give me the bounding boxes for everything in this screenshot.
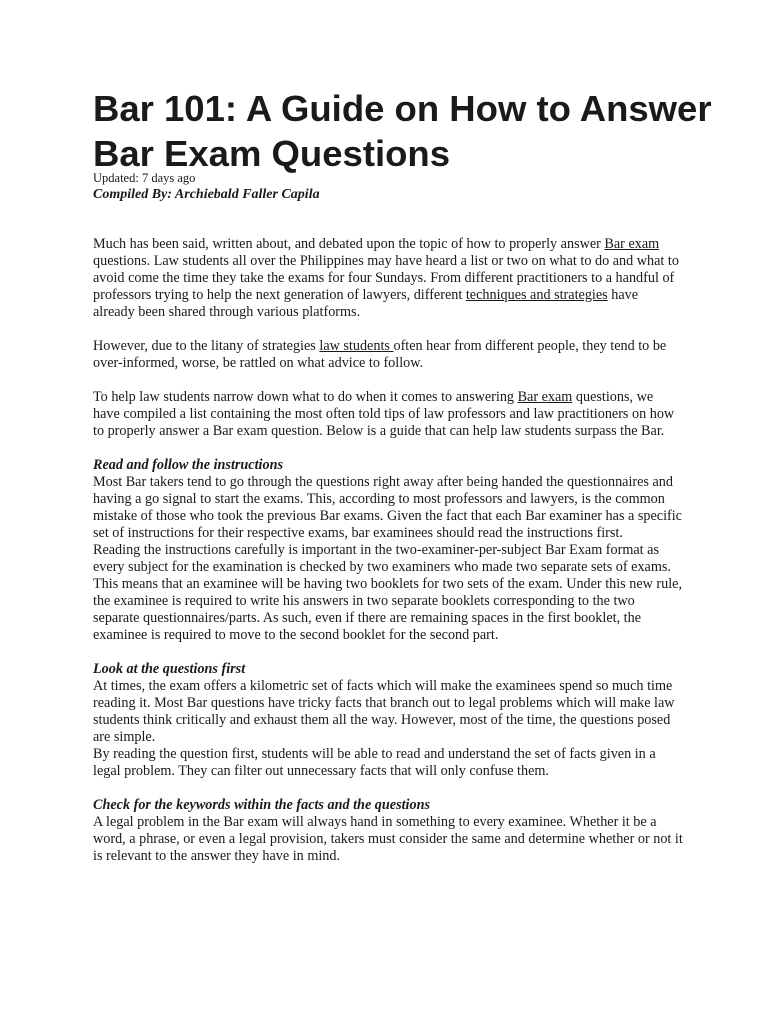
bar-exam-link[interactable]: Bar exam: [604, 236, 660, 252]
section-paragraph: Most Bar takers tend to go through the questions right away after being handed the questionnaires and having a go signal to start the exams. This, according to most professors and lawyers, is the common mistake of those who took the previous Bar exams. Given the fact that each Bar examiner has a specific set of instructions for their respective exams, bar examinees should read the instructions first.: [93, 474, 682, 541]
intro-text: have already been shared through various platforms.: [93, 287, 639, 320]
article-body: [93, 236, 683, 865]
intro-text: Much has been said, written about, and debated upon the topic of how to properly answer: [93, 236, 605, 252]
intro-paragraph-1: [93, 236, 683, 321]
section-paragraph: Reading the instructions carefully is important in the two-examiner-per-subject Bar Exam format as every subject for the examination is checked by two examiners who made two separate sets of exams. This means that an examinee will be having two booklets for two sets of the exam. Under this new rule, the examinee is required to write his answers in two separate booklets corresponding to the two separate questionnaires/parts. As such, even if there are remaining spaces in the first booklet, the examinee is required to move to the second booklet for the second part.: [93, 542, 683, 643]
intro-paragraph-2: [93, 338, 683, 372]
section-heading: Read and follow the instructions: [93, 457, 283, 473]
section-paragraph: At times, the exam offers a kilometric set of facts which will make the examinees spend so much time reading it. Most Bar questions have tricky facts that branch out to legal problems which will make law students think critically and exhaust them all the way. However, most of the time, the questions posed are simple.: [93, 678, 675, 745]
bar-exam-link-2[interactable]: Bar exam: [517, 389, 573, 405]
section-heading: Check for the keywords within the facts and the questions: [93, 797, 430, 813]
intro-text: To help law students narrow down what to do when it comes to answering: [93, 389, 518, 405]
intro-text: questions, we have compiled a list containing the most often told tips of law professors and law practitioners on how to properly answer a Bar exam question. Below is a guide that can help law students surpass the Bar.: [93, 389, 675, 439]
updated-timestamp: Updated: 7 days ago: [93, 171, 196, 185]
intro-paragraph-3: [93, 389, 683, 440]
law-students-link[interactable]: law students: [319, 338, 394, 354]
section-paragraph: A legal problem in the Bar exam will always hand in something to every examinee. Whether it be a word, a phrase, or even a legal provision, takers must consider the same and determine whether or not it is relevant to the answer they have in mind.: [93, 814, 683, 864]
author-byline: Compiled By: Archiebald Faller Capila: [93, 187, 320, 202]
intro-text: However, due to the litany of strategies: [93, 338, 320, 354]
article-title: Bar 101: A Guide on How to Answer Bar Exam Questions: [93, 88, 712, 174]
section-paragraph: By reading the question first, students will be able to read and understand the set of facts given in a legal problem. They can filter out unnecessary facts that will only confuse them.: [93, 746, 656, 779]
intro-text: often hear from different people, they tend to be over-informed, worse, be rattled on what advice to follow.: [93, 338, 667, 371]
intro-text: questions. Law students all over the Philippines may have heard a list or two on what to do and what to avoid come the time they take the exams for four Sundays. From different practitioners to a handful of professors trying to help the next generation of lawyers, different: [93, 253, 679, 303]
section-heading: Look at the questions first: [93, 661, 246, 677]
techniques-strategies-link[interactable]: techniques and strategies: [465, 287, 608, 303]
